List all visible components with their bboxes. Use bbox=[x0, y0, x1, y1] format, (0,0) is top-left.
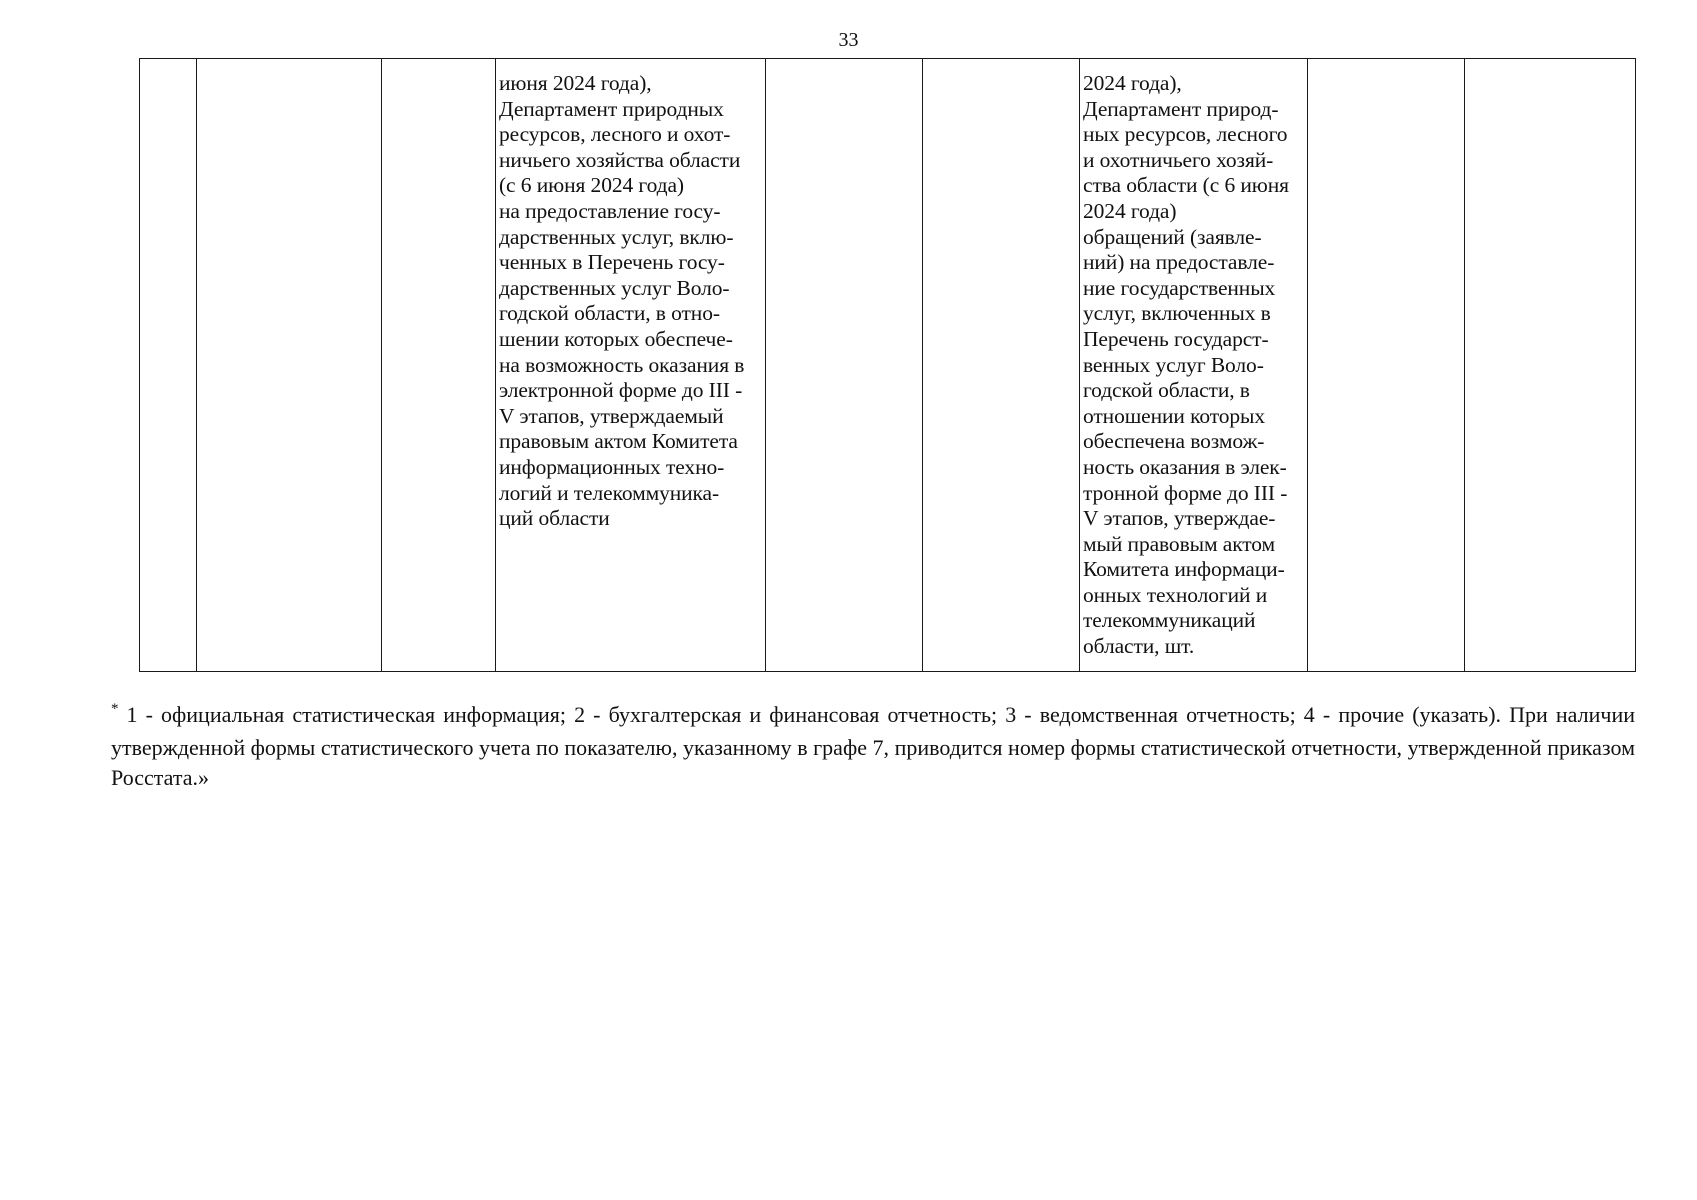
calculation-method-text: 2024 года), Департамент природ- ных ресурсов, лесного и охотничьего хозяй- ства области (с 6 июня 2024 года) обращений (заявле- ний) на предоставле- ние государственных услуг, включенных в Перечень государст- венных услуг Воло- годской области, в отношении которых обеспечена возмож- ность оказания в элек- тронной форме до III - V этапов, утверждае- мый правовым актом Комитета информаци- онных технологий и телекоммуникаций области, шт. bbox=[1083, 71, 1289, 659]
table-row bbox=[140, 59, 1636, 672]
page-number: 33 bbox=[838, 29, 859, 51]
footnote bbox=[111, 700, 1635, 793]
indicators-table bbox=[139, 58, 1636, 672]
indicator-description-text: июня 2024 года), Департамент природных ресурсов, лесного и охот- ничьего хозяйства области (с 6 июня 2024 года) на предоставление госу- дарственных услуг, вклю- ченных в Перечень госу- дарственных услуг Воло- годской области, в отно- шении которых обеспече- на возможность оказания в электронной форме до III - V этапов, утверждаемый правовым актом Комитета информационных техно- логий и телекоммуника- ций области bbox=[499, 71, 745, 531]
table-cell-col-1 bbox=[140, 59, 197, 672]
footnote-text: 1 - официальная статистическая информация; 2 - бухгалтерская и финансовая отчетность; 3 - ведомственная отчетность; 4 - прочие (указать). При наличии утвержденной формы статистического учета по показателю, указанному в графе 7, приводится номер формы статистической отчетности, утвержденной приказом Росстата.» bbox=[111, 702, 1635, 790]
table-cell-col-3 bbox=[382, 59, 496, 672]
table-cell-col-4 bbox=[496, 59, 766, 672]
table-cell-col-6 bbox=[923, 59, 1080, 672]
table-cell-col-7 bbox=[1080, 59, 1308, 672]
footnote-marker: * bbox=[111, 701, 119, 717]
table-cell-col-5 bbox=[766, 59, 923, 672]
table-cell-col-2 bbox=[197, 59, 382, 672]
table-cell-col-8 bbox=[1308, 59, 1465, 672]
table-cell-col-9 bbox=[1465, 59, 1636, 672]
